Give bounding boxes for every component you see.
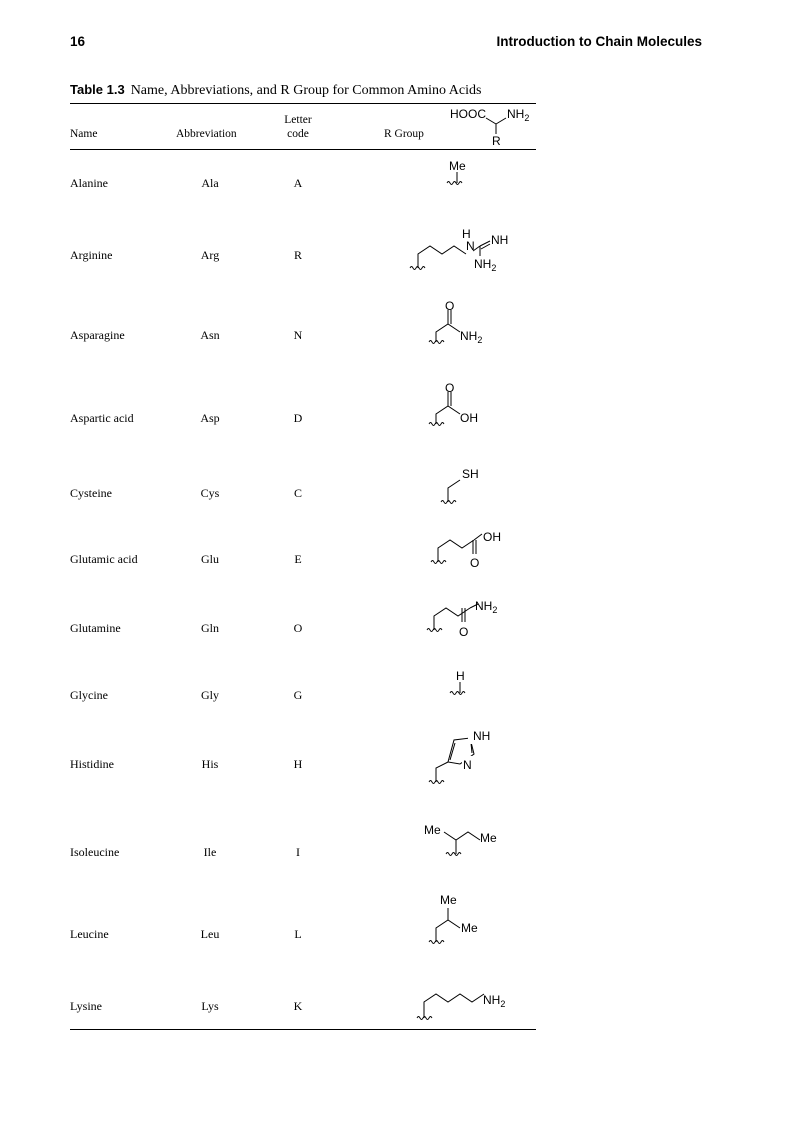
arginine-structure-icon <box>408 222 528 282</box>
row-abbreviation: Asp <box>200 411 220 425</box>
row-name: Histidine <box>70 757 114 771</box>
lysine-structure-icon <box>414 980 524 1026</box>
glycine-structure-icon <box>444 668 484 700</box>
leucine-structure-icon <box>426 888 506 950</box>
table-caption <box>70 81 540 99</box>
struct-label: O <box>459 625 469 639</box>
row-letter-code: E <box>294 552 302 566</box>
histidine-structure-icon <box>426 726 516 788</box>
glutamine-structure-icon <box>424 596 524 642</box>
struct-label: $NH_2$ <box>475 599 498 615</box>
row-letter-code: K <box>293 999 303 1013</box>
row-abbreviation: Gln <box>201 621 219 635</box>
row-letter-code: I <box>296 845 300 859</box>
struct-label: Me <box>424 823 441 837</box>
col-header-rgroup: R Group <box>384 128 424 140</box>
alanine-structure-icon <box>436 158 486 190</box>
header-hooc: HOOC <box>450 107 486 121</box>
struct-label: O <box>470 556 480 570</box>
row-name: Arginine <box>70 248 113 262</box>
struct-label: O <box>445 381 455 395</box>
struct-label: Me <box>449 159 466 173</box>
struct-label: OH <box>460 411 478 425</box>
row-letter-code: L <box>294 927 302 941</box>
struct-label: $NH_2$ <box>474 257 497 273</box>
table-bottom-rule <box>70 1029 536 1030</box>
row-letter-code: G <box>293 688 303 702</box>
row-letter-code: O <box>293 621 303 635</box>
running-title: Introduction to Chain Molecules <box>496 34 702 49</box>
struct-label: N <box>463 758 472 772</box>
table-label: Table 1.3 <box>70 82 125 97</box>
aspartic-acid-structure-icon <box>426 380 506 440</box>
row-name: Cysteine <box>70 486 112 500</box>
isoleucine-structure-icon <box>420 818 510 864</box>
row-abbreviation: Arg <box>200 248 220 262</box>
row-letter-code: H <box>293 757 303 771</box>
row-name: Leucine <box>70 927 109 941</box>
row-abbreviation: Glu <box>201 552 219 566</box>
asparagine-structure-icon <box>426 298 506 358</box>
row-abbreviation: His <box>201 757 219 771</box>
row-name: Glutamine <box>70 621 121 635</box>
row-letter-code: C <box>293 486 302 500</box>
struct-label: SH <box>462 467 479 481</box>
col-header-code: code <box>287 128 309 140</box>
row-letter-code: N <box>293 328 303 342</box>
header-r: R <box>492 134 501 148</box>
row-abbreviation: Ile <box>203 845 217 859</box>
col-header-letter: Letter <box>284 114 312 126</box>
struct-label: $NH_2$ <box>460 329 483 345</box>
row-abbreviation: Leu <box>200 927 220 941</box>
row-name: Aspartic acid <box>70 411 134 425</box>
row-name: Isoleucine <box>70 845 120 859</box>
row-name: Glycine <box>70 688 108 702</box>
struct-label: $NH_2$ <box>483 993 506 1009</box>
struct-label: OH <box>483 530 501 544</box>
struct-label: NH <box>473 729 491 743</box>
row-name: Lysine <box>70 999 102 1013</box>
row-letter-code: D <box>293 411 303 425</box>
struct-label: H <box>456 669 465 683</box>
row-name: Asparagine <box>70 328 125 342</box>
col-header-name: Name <box>70 128 98 140</box>
row-name: Alanine <box>70 176 108 190</box>
glutamic-acid-structure-icon <box>428 528 528 574</box>
page-number: 16 <box>70 34 86 49</box>
row-abbreviation: Ala <box>201 176 219 190</box>
row-letter-code: R <box>293 248 302 262</box>
row-letter-code: A <box>293 176 303 190</box>
row-name: Glutamic acid <box>70 552 138 566</box>
row-abbreviation: Gly <box>201 688 219 702</box>
col-header-abbreviation: Abbreviation <box>176 128 237 140</box>
struct-label: Me <box>461 921 478 935</box>
struct-label: NH <box>491 233 509 247</box>
cysteine-structure-icon <box>436 464 496 510</box>
row-abbreviation: Lys <box>201 999 219 1013</box>
table-title: Name, Abbreviations, and R Group for Common Amino Acids <box>130 83 482 98</box>
struct-label: H <box>462 227 471 241</box>
row-abbreviation: Asn <box>200 328 220 342</box>
row-abbreviation: Cys <box>200 486 220 500</box>
header-structure-icon <box>440 104 540 150</box>
struct-label: Me <box>440 893 457 907</box>
struct-label: Me <box>480 831 497 845</box>
struct-label: O <box>445 299 455 313</box>
struct-label: N <box>466 239 475 253</box>
header-nh2: $NH_2$ <box>507 107 530 123</box>
